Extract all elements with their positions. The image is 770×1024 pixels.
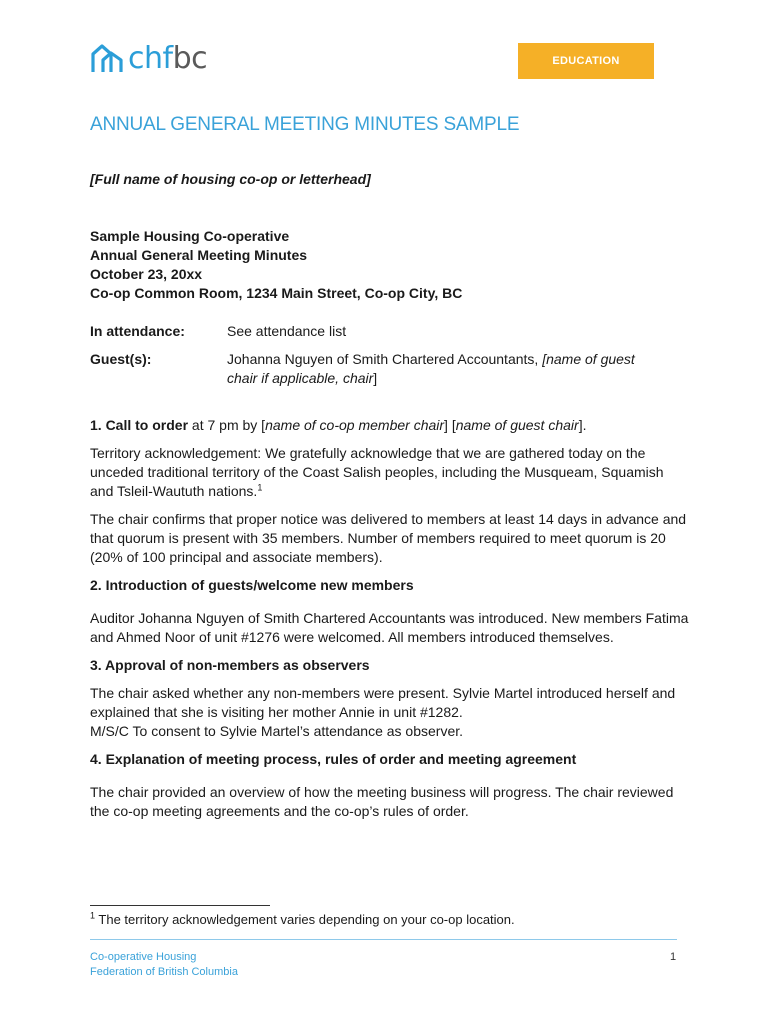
section-2-heading: 2. Introduction of guests/welcome new members bbox=[90, 577, 414, 593]
logo-wordmark bbox=[128, 41, 207, 76]
document-title: ANNUAL GENERAL MEETING MINUTES SAMPLE bbox=[90, 114, 520, 135]
quorum-paragraph: The chair confirms that proper notice was delivered to members at least 14 days in advance and that quorum is present with 35 members. Number of members required to meet quorum is 20 (20% of 100 principal and associate members). bbox=[90, 511, 687, 565]
coop-name: Sample Housing Co-operative bbox=[90, 228, 290, 244]
call-to-order-heading: 1. Call to order bbox=[90, 417, 189, 433]
attendance-label: In attendance: bbox=[90, 323, 185, 339]
guests-text: Johanna Nguyen of Smith Chartered Accountants, bbox=[227, 351, 543, 367]
footnote-text: The territory acknowledgement varies depending on your co-op location. bbox=[95, 912, 515, 927]
footer-org-line-2: Federation of British Columbia bbox=[90, 966, 238, 978]
logo-suffix: bc bbox=[172, 40, 208, 76]
member-chair-placeholder: name of co-op member chair bbox=[265, 417, 445, 433]
section-3-text: The chair asked whether any non-members were present. Sylvie Martel introduced herself and explained that she is visiting her mother Annie in unit #1282. bbox=[90, 685, 676, 720]
chfbc-logo bbox=[89, 40, 207, 76]
guests-bracket: ] bbox=[373, 370, 378, 386]
guests-label: Guest(s): bbox=[90, 351, 152, 367]
footer-divider bbox=[90, 939, 677, 940]
footer-org-line-1: Co-operative Housing bbox=[90, 951, 197, 963]
section-4-heading: 4. Explanation of meeting process, rules of order and meeting agreement bbox=[90, 751, 577, 767]
education-badge: EDUCATION bbox=[518, 43, 654, 79]
attendance-value: See attendance list bbox=[227, 323, 347, 339]
guest-chair-placeholder: [name of guest chair if applicable, chair bbox=[227, 351, 635, 386]
section-3-heading: 3. Approval of non-members as observers bbox=[90, 657, 370, 673]
page-number: 1 bbox=[670, 951, 677, 963]
section-2-text: Auditor Johanna Nguyen of Smith Chartered Accountants was introduced. New members Fatima and Ahmed Noor of unit #1276 were welcomed. All members introduced themselves. bbox=[90, 610, 689, 645]
footnote-divider bbox=[90, 905, 270, 906]
territory-acknowledgement bbox=[90, 444, 690, 501]
guest-chair-placeholder-2: name of guest chair bbox=[455, 417, 579, 433]
house-logo-icon bbox=[89, 40, 125, 76]
guests-value bbox=[227, 350, 667, 388]
footer-organization bbox=[90, 950, 238, 980]
logo-prefix: chf bbox=[128, 40, 173, 76]
meeting-location: Co-op Common Room, 1234 Main Street, Co-op City, BC bbox=[90, 285, 463, 301]
footnote-number: 1 bbox=[90, 910, 96, 921]
footnote bbox=[90, 912, 515, 927]
section-4-text: The chair provided an overview of how the meeting business will progress. The chair reviewed the co-op meeting agreements and the co-op’s rules of order. bbox=[90, 784, 674, 819]
call-to-order bbox=[90, 416, 690, 435]
territory-text: Territory acknowledgement: We gratefully acknowledge that we are gathered today on the unceded traditional territory of the Coast Salish peoples, including the Musqueam, Squamish and Tsleil-Waututh nations. bbox=[90, 445, 664, 499]
meeting-type: Annual General Meeting Minutes bbox=[90, 247, 308, 263]
document-body bbox=[90, 170, 690, 821]
footnote-ref[interactable]: 1 bbox=[257, 482, 263, 493]
call-text-3: ]. bbox=[578, 417, 587, 433]
guests-row bbox=[90, 350, 690, 388]
call-text-2: ] [ bbox=[444, 417, 456, 433]
attendance-row bbox=[90, 322, 690, 341]
letterhead-placeholder: [Full name of housing co-op or letterhead] bbox=[90, 171, 371, 187]
coop-info-block bbox=[90, 227, 690, 303]
meeting-date: October 23, 20xx bbox=[90, 266, 203, 282]
section-3-motion: M/S/C To consent to Sylvie Martel’s attendance as observer. bbox=[90, 723, 464, 739]
call-text-1: at 7 pm by [ bbox=[188, 417, 266, 433]
